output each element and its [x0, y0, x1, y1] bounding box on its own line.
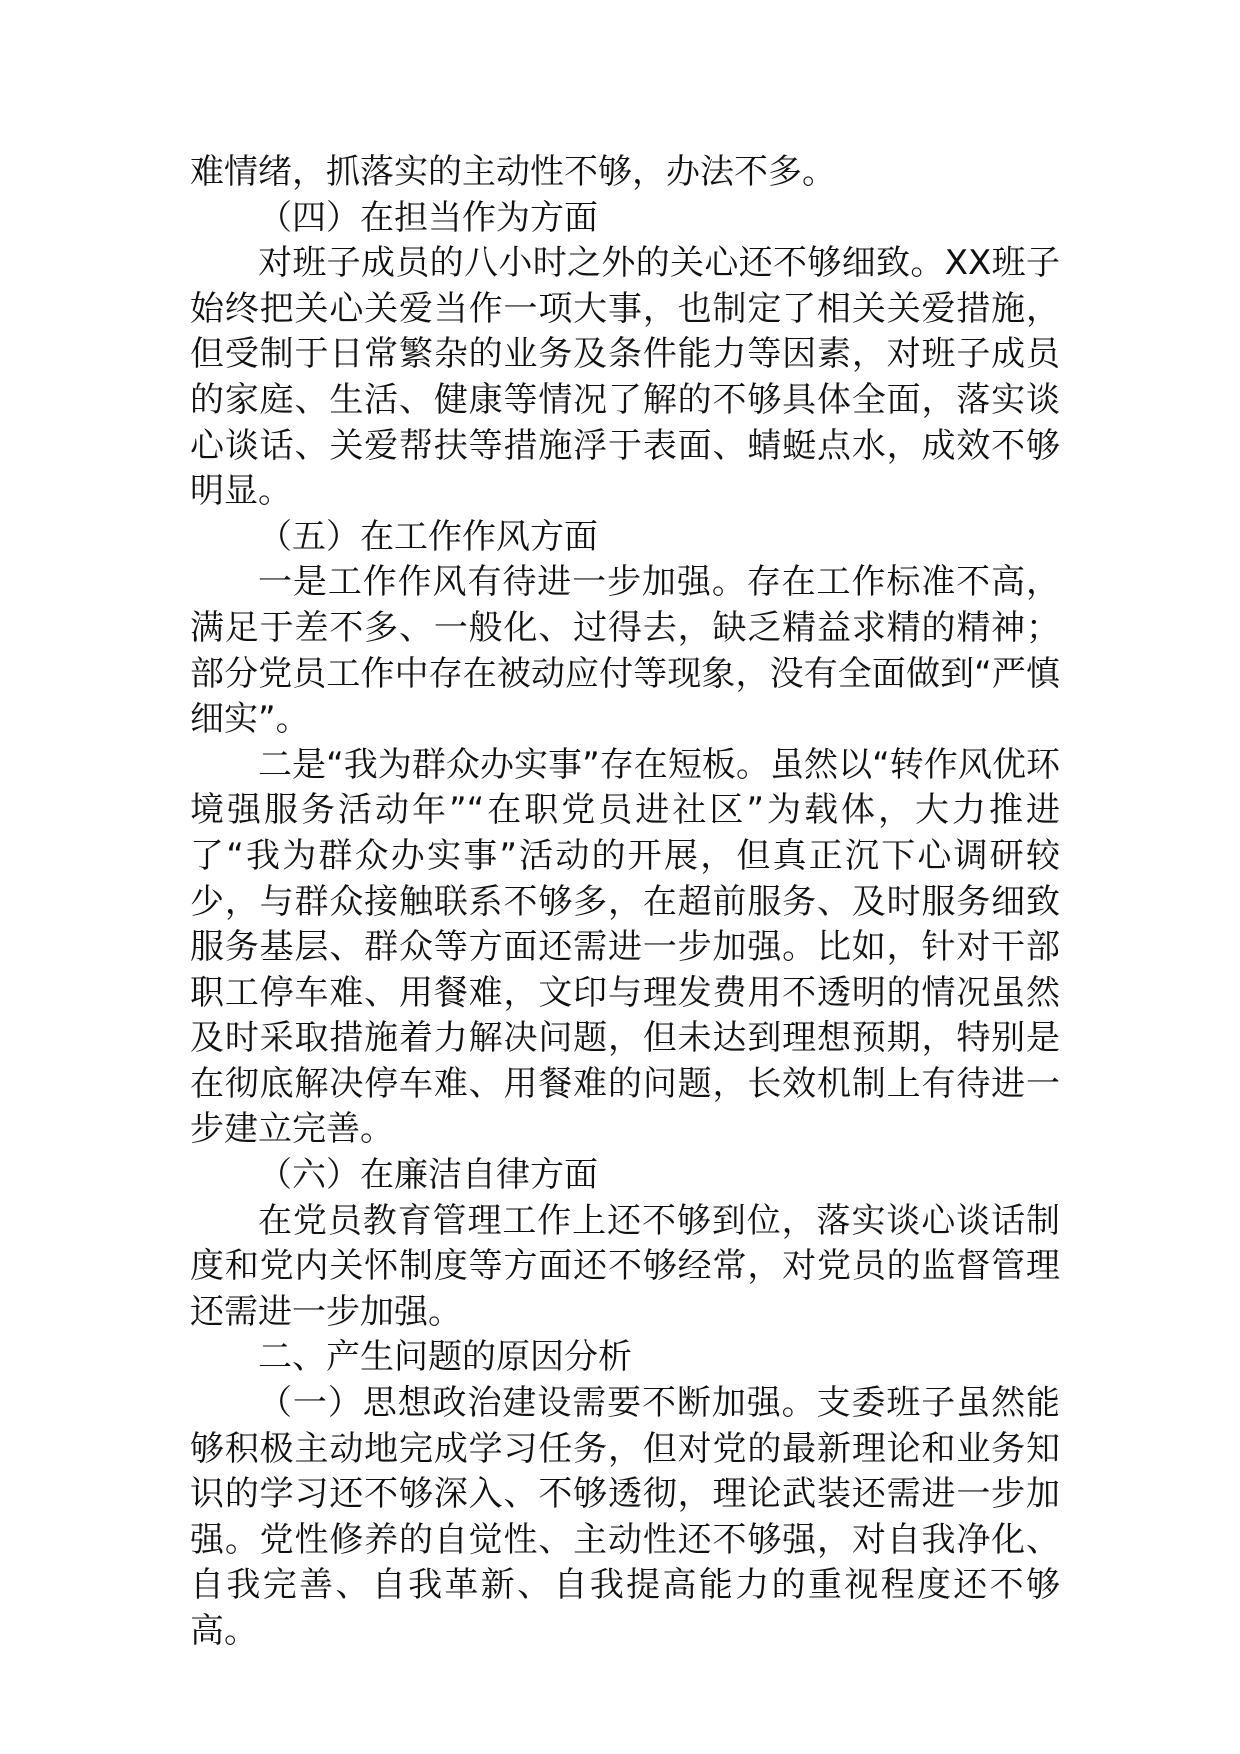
paragraph-work-style: 一是工作作风有待进一步加强。存在工作标准不高，满足于差不多、一般化、过得去，缺乏精益求精的精神；部分党员工作中存在被动应付等现象，没有全面做到“严慎细实”。 [190, 562, 1060, 740]
paragraph-political-building: （一）思想政治建设需要不断加强。支委班子虽然能够积极主动地完成学习任务，但对党的最新理论和业务知识的学习还不够深入、不够透彻，理论武装还需进一步加强。党性修养的自觉性、主动性还不够强，对自我净化、自我完善、自我革新、自我提高能力的重视程度还不够高。 [190, 1383, 1060, 1651]
paragraph-integrity: 在党员教育管理工作上还不够到位，落实谈心谈话制度和党内关怀制度等方面还不够经常，对党员的监督管理还需进一步加强。 [190, 1200, 1060, 1332]
section-heading-5: （五）在工作作风方面 [258, 516, 598, 557]
paragraph-service: 二是“我为群众办实事”存在短板。虽然以“转作风优环境强服务活动年”“在职党员进社区”为载体，大力推进了“我为群众办实事”活动的开展，但真正沉下心调研较少，与群众接触联系不够多，在超前服务、及时服务细致服务基层、群众等方面还需进一步加强。比如，针对干部职工停车难、用餐难，文印与理发费用不透明的情况虽然及时采取措施着力解决问题，但未达到理想预期，特别是在彻底解决停车难、用餐难的问题，长效机制上有待进一步建立完善。 [190, 744, 1060, 1150]
document-body [190, 150, 1060, 1655]
paragraph-continuation: 难情绪，抓落实的主动性不够，办法不多。 [190, 152, 836, 192]
section-heading-6: （六）在廉洁自律方面 [258, 1155, 598, 1196]
paragraph-care: 对班子成员的八小时之外的关心还不够细致。XX班子始终把关心关爱当作一项大事，也制定了相关关爱措施，但受制于日常繁杂的业务及条件能力等因素，对班子成员的家庭、生活、健康等情况了解的不够具体全面，落实谈心谈话、关爱帮扶等措施浮于表面、蜻蜓点水，成效不够明显。 [190, 243, 1060, 512]
section-heading-cause-analysis: 二、产生问题的原因分析 [258, 1337, 632, 1378]
section-heading-4: （四）在担当作为方面 [258, 197, 598, 238]
